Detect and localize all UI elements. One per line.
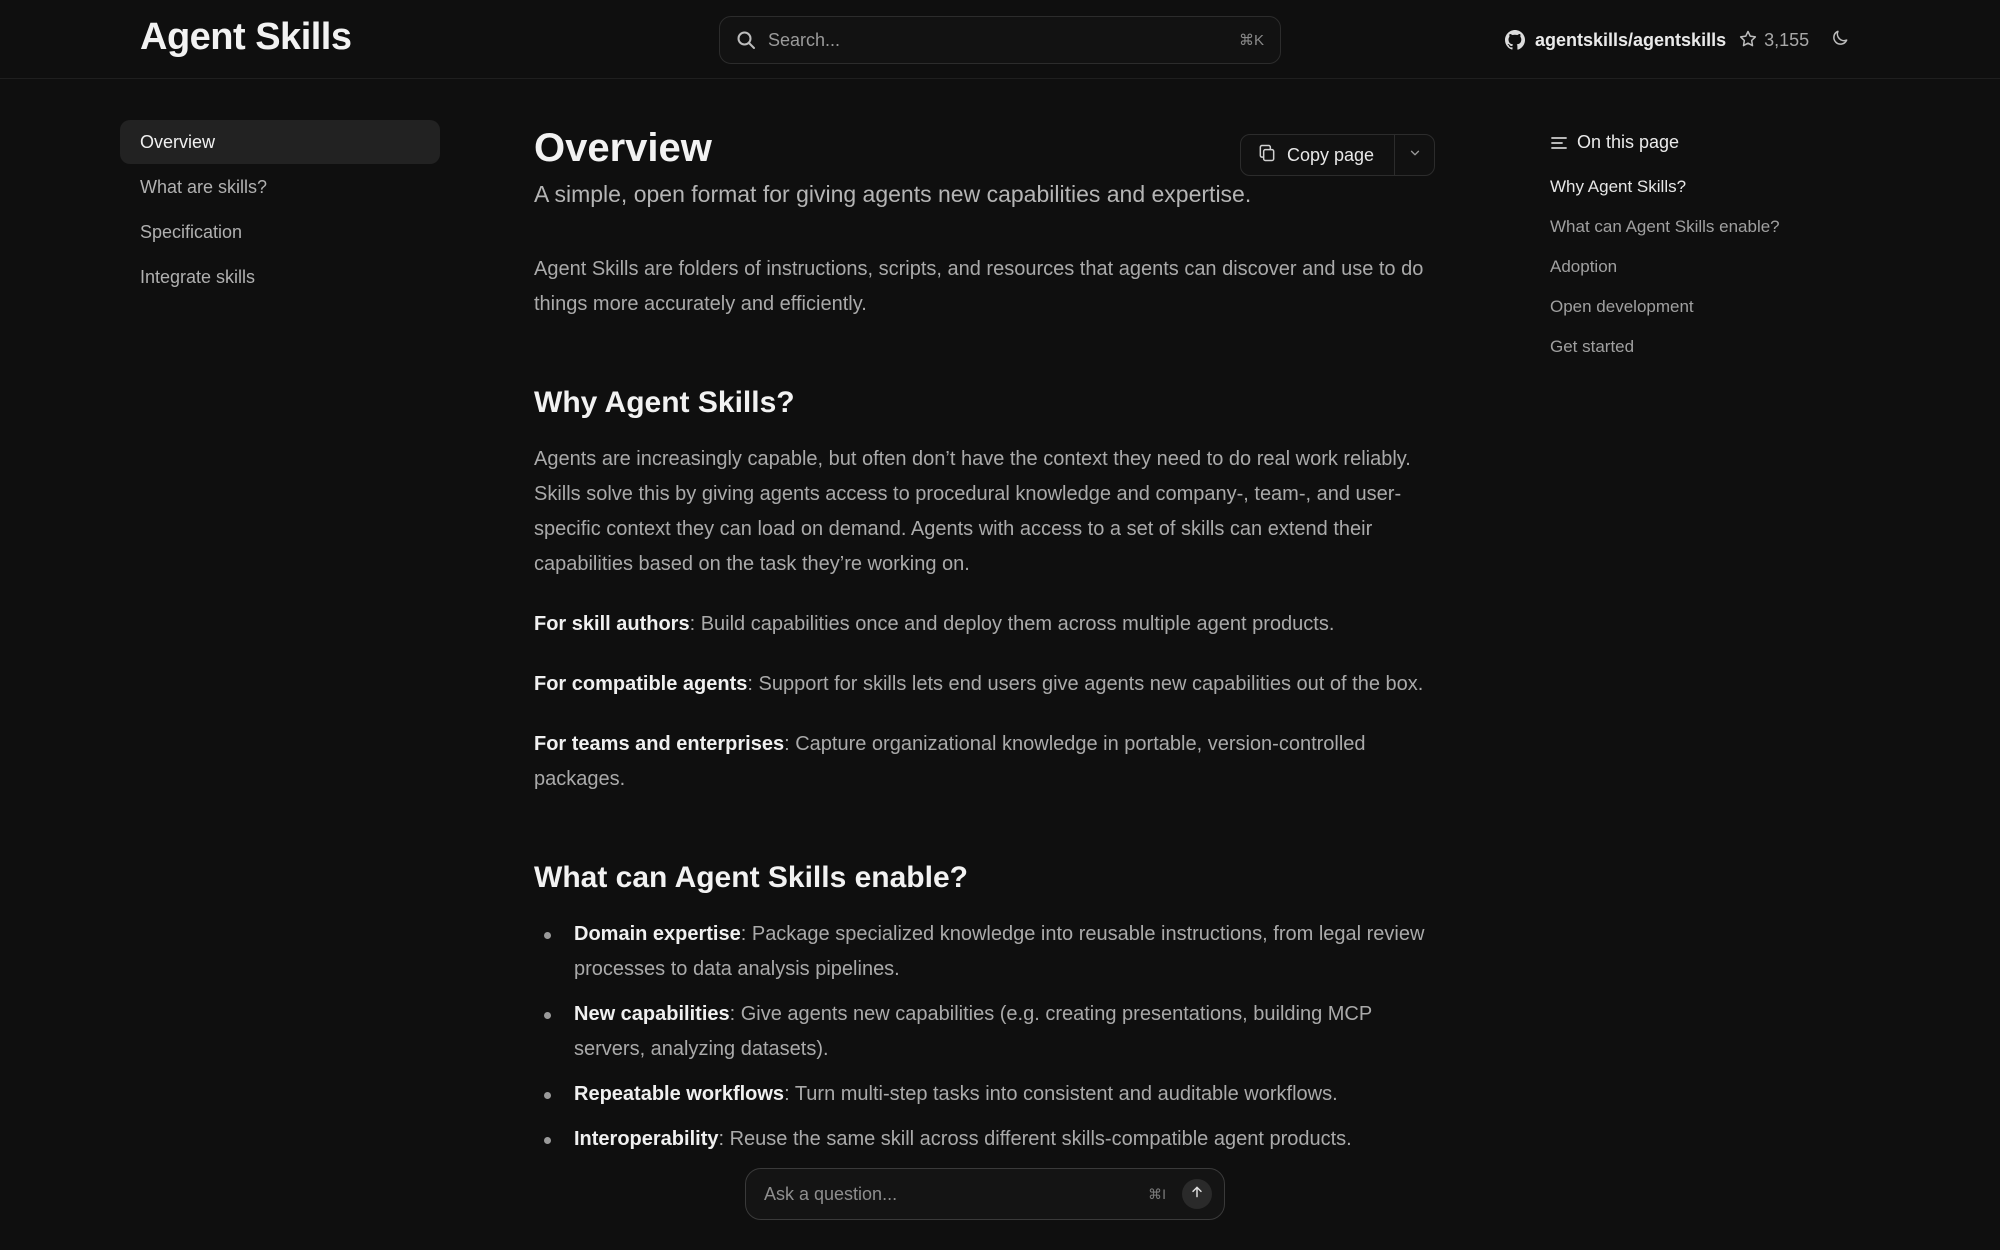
item-text: : Turn multi-step tasks into consistent and auditable workflows.	[784, 1083, 1338, 1105]
on-this-page-toc	[1550, 132, 1950, 367]
item-text: : Package specialized knowledge into reusable instructions, from legal review processes to data analysis pipelines.	[574, 923, 1425, 980]
section-heading-why: Why Agent Skills?	[534, 386, 795, 419]
sidebar-item-overview[interactable]: Overview	[120, 120, 440, 164]
page-title: Overview	[534, 126, 712, 170]
sidebar-nav	[120, 120, 440, 300]
point-text: : Support for skills lets end users give agents new capabilities out of the box.	[747, 673, 1424, 695]
toc-heading-label: On this page	[1577, 132, 1680, 152]
list-item	[534, 917, 1434, 987]
sidebar-item-what-are-skills[interactable]: What are skills?	[140, 177, 268, 197]
search-input[interactable]	[719, 16, 1281, 64]
item-title: New capabilities	[574, 1003, 730, 1025]
top-header	[0, 0, 2000, 79]
list-item	[534, 1077, 1434, 1112]
star-icon	[1738, 29, 1760, 51]
list-icon	[1550, 134, 1568, 152]
point-title: For teams and enterprises	[534, 733, 785, 755]
ask-shortcut: ⌘I	[1148, 1185, 1166, 1202]
why-point	[534, 667, 1434, 702]
star-count: 3,155	[1764, 29, 1810, 50]
point-title: For skill authors	[534, 613, 690, 635]
sidebar-item-specification[interactable]: Specification	[140, 222, 243, 242]
toc-heading	[1550, 132, 1950, 153]
main-content	[534, 126, 1434, 1167]
theme-toggle-button[interactable]	[1826, 26, 1854, 54]
list-item	[534, 997, 1434, 1067]
item-text: : Reuse the same skill across different skills-compatible agent products.	[718, 1128, 1352, 1150]
point-title: For compatible agents	[534, 673, 748, 695]
search-shortcut: ⌘K	[1238, 32, 1264, 49]
ask-placeholder: Ask a question...	[764, 1183, 898, 1204]
repo-name: agentskills/agentskills	[1535, 29, 1727, 50]
ask-question-input[interactable]	[745, 1168, 1225, 1220]
point-text: : Build capabilities once and deploy them across multiple agent products.	[689, 613, 1335, 635]
arrow-up-icon	[1189, 1184, 1205, 1205]
moon-icon	[1830, 28, 1850, 53]
toc-item-adoption[interactable]: Adoption	[1550, 257, 1618, 276]
enable-list	[534, 917, 1434, 1157]
github-icon	[1503, 28, 1527, 52]
list-item	[534, 1122, 1434, 1157]
why-point	[534, 607, 1434, 642]
item-title: Domain expertise	[574, 923, 741, 945]
search-icon	[736, 29, 758, 51]
search-placeholder: Search...	[768, 29, 841, 50]
why-point	[534, 727, 1434, 797]
send-button[interactable]	[1182, 1179, 1212, 1209]
github-repo-link[interactable]	[1503, 26, 1809, 54]
site-logo[interactable]: Agent Skills	[140, 16, 352, 58]
item-text: : Give agents new capabilities (e.g. creating presentations, building MCP servers, analyzing datasets).	[574, 1003, 1372, 1060]
section-heading-enable: What can Agent Skills enable?	[534, 861, 968, 894]
point-text: : Capture organizational knowledge in portable, version-controlled packages.	[534, 733, 1366, 790]
item-title: Repeatable workflows	[574, 1083, 785, 1105]
item-title: Interoperability	[574, 1128, 719, 1150]
toc-item-open-development[interactable]: Open development	[1550, 297, 1694, 316]
why-paragraph: Agents are increasingly capable, but often don’t have the context they need to do real work reliably. Skills solve this by giving agents access to procedural knowledge and company-, team-, and user-specific context they can load on demand. Agents with access to a set of skills can extend their capabilities based on the task they’re working on.	[534, 448, 1411, 575]
page-subtitle: A simple, open format for giving agents new capabilities and expertise.	[534, 181, 1252, 207]
toc-item-get-started[interactable]: Get started	[1550, 337, 1635, 356]
toc-item-enable[interactable]: What can Agent Skills enable?	[1550, 217, 1780, 236]
toc-item-why[interactable]: Why Agent Skills?	[1550, 177, 1687, 196]
intro-paragraph: Agent Skills are folders of instructions, scripts, and resources that agents can discover and use to do things more accurately and efficiently.	[534, 258, 1424, 315]
copy-page-label: Copy page	[1287, 144, 1375, 165]
sidebar-item-integrate-skills[interactable]: Integrate skills	[140, 267, 256, 287]
